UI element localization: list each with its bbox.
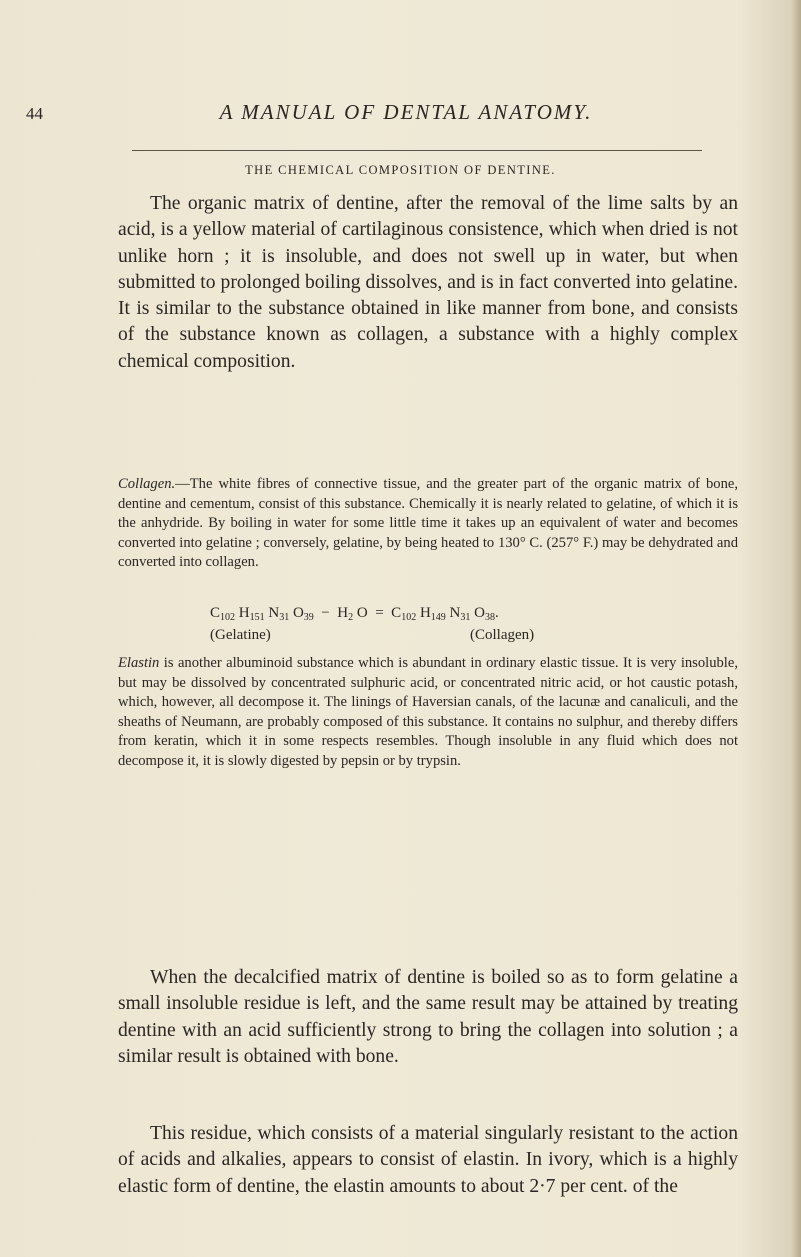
running-title: A MANUAL OF DENTAL ANATOMY.: [219, 100, 593, 124]
minus-sign: −: [321, 605, 330, 621]
label-collagen: (Collagen): [470, 627, 535, 643]
term-collagen: Collagen.: [118, 476, 176, 492]
chemical-equation: [210, 605, 630, 649]
running-header: [26, 100, 786, 130]
formula-subscript: 149: [430, 612, 446, 623]
formula-symbol: N: [449, 605, 461, 621]
page-edge-shadow: [791, 0, 801, 1257]
formula-period: .: [494, 605, 499, 621]
formula-subscript: 102: [401, 612, 417, 623]
formula-subscript: 2: [348, 612, 354, 623]
formula-subscript: 31: [279, 612, 290, 623]
formula-subscript: 31: [460, 612, 471, 623]
equals-sign: =: [375, 605, 384, 621]
paragraph-decalcified: When the decalcified matrix of dentine is boiled so as to form gelatine a small insoluble residue is left, and the same result may be attained by treating dentine with an acid sufficiently strong to bring the collagen into solution ; a similar result is obtained with bone.: [118, 967, 738, 1067]
formula-symbol: H: [238, 605, 250, 621]
formula-symbol: C: [210, 605, 221, 621]
page-number: 44: [26, 104, 43, 123]
formula-symbol: C: [391, 605, 402, 621]
formula-symbol: H: [419, 605, 431, 621]
formula-subscript: 102: [220, 612, 236, 623]
formula-subscript: 38: [484, 612, 495, 623]
elastin-text: is another albuminoid substance which is abundant in ordinary elastic tissue. It is very insoluble, but may be dissolved by concentrated sulphuric acid, or concentrated nitric acid, or hot caustic potash, which, however, all decompose it. The linings of Haversian canals, of the lacunæ and canaliculi, and the sheaths of Neumann, are probably composed of this substance. It contains no sulphur, and thereby differs from keratin, which it in some respects resembles. Though insoluble in any fluid which does not decompose it, it is slowly digested by pepsin or by trypsin.: [118, 655, 738, 769]
paragraph-elastin: [118, 654, 738, 772]
collagen-text: —The white fibres of connective tissue, and the greater part of the organic matrix of bone, dentine and cementum, consist of this substance. Chemically it is nearly related to gelatine, of which it is the anhydride. By boiling in water for some little time it takes up an equivalent of water and becomes converted into gelatine ; conversely, gelatine, by being heated to 130° C. (257° F.) may be dehydrated and converted into collagen.: [118, 476, 738, 571]
paragraph-intro: The organic matrix of dentine, after the removal of the lime salts by an acid, is a yellow material of cartilaginous consistence, which when dried is not unlike horn ; it is insoluble, and does not swell up in water, but when submitted to prolonged boiling dissolves, and is in fact converted into gelatine. It is similar to the substance obtained in like manner from bone, and consists of the substance known as collagen, a substance with a highly complex chemical composition.: [118, 193, 738, 372]
header-rule: [132, 150, 702, 151]
label-gelatine: (Gelatine): [210, 627, 271, 643]
formula-subscript: 39: [303, 612, 314, 623]
section-title: THE CHEMICAL COMPOSITION OF DENTINE.: [245, 163, 556, 177]
formula-symbol: N: [268, 605, 280, 621]
formula-symbol: O: [474, 605, 485, 621]
formula-symbol: H: [337, 605, 349, 621]
term-elastin: Elastin: [118, 655, 160, 671]
formula-subscript: 151: [249, 612, 265, 623]
equation-line: [210, 605, 499, 623]
formula-symbol: O: [356, 605, 368, 621]
paragraph-collagen: [118, 475, 738, 573]
formula-symbol: O: [292, 605, 304, 621]
paragraph-residue: This residue, which consists of a material singularly resistant to the action of acids and alkalies, appears to consist of elastin. In ivory, which is a highly elastic form of dentine, the elastin amounts to about 2·7 per cent. of the: [118, 1123, 738, 1197]
